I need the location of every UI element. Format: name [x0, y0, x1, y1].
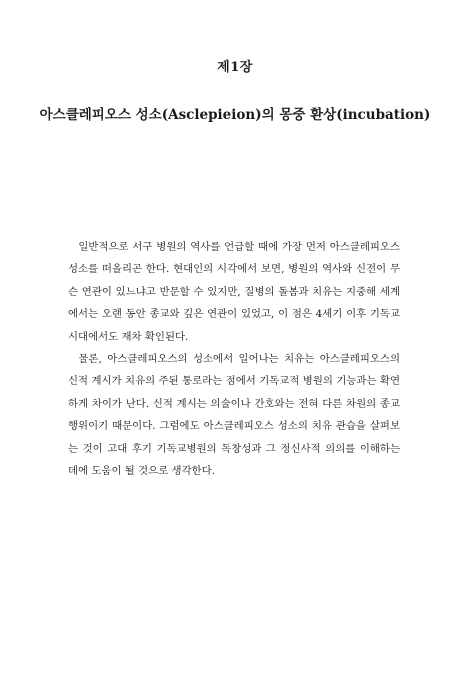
- paragraph: 일반적으로 서구 병원의 역사를 언급할 때에 가장 먼저 아스클레피오스 성소를 떠올리곤 한다. 현대인의 시각에서 보면, 병원의 역사와 신전이 무슨 연관이 있느냐고 반문할 수 있지만, 질병의 돌봄과 치유는 지중해 세계에서는 오랜 동안 종교와 깊은 연관이 있었고, 이 점은 4세기 이후 기독교 시대에서도 재차 확인된다.: [68, 241, 400, 343]
- chapter-label: 제1장: [217, 60, 253, 75]
- chapter-title: 아스클레피오스 성소(Asclepieion)의 몽중 환상(incubation): [39, 107, 431, 123]
- body-text: [68, 236, 400, 482]
- paragraph: 물론, 아스클레피오스의 성소에서 일어나는 치유는 아스클레피오스의 신적 계시가 치유의 주된 통로라는 점에서 기독교적 병원의 기능과는 확연하게 차이가 난다. 신적 계시는 의술이나 간호와는 전혀 다른 차원의 종교 행위이기 때문이다. 그럼에도 아스클레피오스 성소의 치유 관습을 살펴보는 것이 고대 후기 기독교병원의 독창성과 그 정신사적 의의를 이해하는 데에 도움이 될 것으로 생각한다.: [68, 353, 400, 478]
